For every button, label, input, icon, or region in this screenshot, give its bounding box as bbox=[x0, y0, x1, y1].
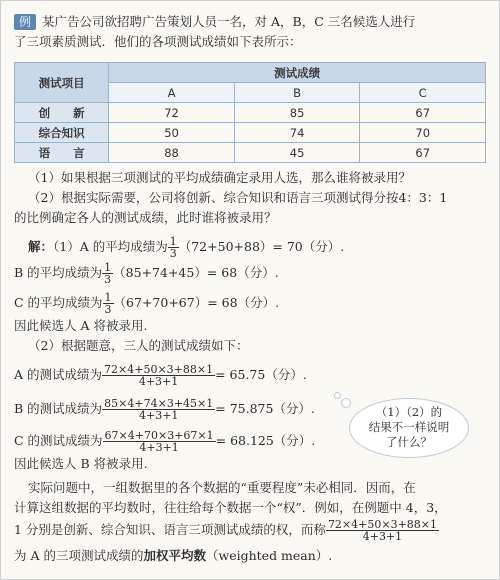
table-row bbox=[15, 123, 486, 143]
solution-1-conclusion: 因此候选人 A 将被录用. bbox=[14, 318, 148, 333]
candidate-header: C bbox=[360, 83, 486, 103]
row-label: 语 言 bbox=[15, 143, 109, 163]
example-badge: 例 bbox=[14, 14, 36, 30]
row-label: 综合知识 bbox=[15, 123, 109, 143]
col-header-item: 测试项目 bbox=[15, 63, 109, 103]
candidate-header: B bbox=[234, 83, 360, 103]
table-row bbox=[15, 143, 486, 163]
solution-label: 解： bbox=[28, 239, 54, 254]
table-row bbox=[15, 103, 486, 123]
solution-2-c: C 的测试成绩为 $\frac{67\times 4+70\times 3+67\times 1}{4+3+1}$ = 68.125（分）. bbox=[14, 429, 316, 454]
col-header-scores: 测试成绩 bbox=[109, 63, 486, 83]
problem-line-1: 例 某广告公司欲招聘广告策划人员一名，对 A，B，C 三名候选人进行 bbox=[14, 14, 415, 30]
fraction-one-third: $\frac{1}{3}$ bbox=[169, 235, 177, 260]
candidate-header: A bbox=[109, 83, 235, 103]
closing-line-2: 计算这组数据的平均数时，往往给每个数据一个“权”．例如，在例题中 4，3， bbox=[14, 500, 447, 515]
term-weighted-mean: 加权平均数 bbox=[143, 548, 206, 563]
solution-2-conclusion: 因此候选人 B 将被录用. bbox=[14, 456, 148, 471]
closing-line-4: 为 A 的三项测试成绩的加权平均数（weighted mean）. bbox=[14, 548, 333, 563]
score-table bbox=[14, 62, 486, 163]
score-cell: 67 bbox=[360, 143, 486, 163]
closing-line-1: 实际问题中，一组数据里的各个数据的“重要程度”未必相同．因而，在 bbox=[28, 480, 416, 495]
score-cell: 74 bbox=[234, 123, 360, 143]
score-cell: 67 bbox=[360, 103, 486, 123]
question-1: （1）如果根据三项测试的平均成绩确定录用人选，那么谁将被录用？ bbox=[28, 170, 411, 185]
score-cell: 72 bbox=[109, 103, 235, 123]
score-cell: 50 bbox=[109, 123, 235, 143]
solution-1-c: C 的平均成绩为 $\frac{1}{3}$ （67+70+67）= 68（分）. bbox=[14, 291, 280, 316]
thought-bubble: （1）（2）的 结果不一样说明 了什么？ bbox=[349, 398, 469, 458]
weighted-fraction-a: $\frac{72\times 4+50\times 3+88\times 1}{4+3+1}$ bbox=[104, 363, 214, 388]
score-cell: 88 bbox=[109, 143, 235, 163]
problem-line-2: 了三项素质测试．他们的各项测试成绩如下表所示： bbox=[14, 34, 302, 49]
question-2-line-2: 的比例确定各人的测试成绩，此时谁将被录用？ bbox=[14, 210, 277, 225]
fraction-one-third: $\frac{1}{3}$ bbox=[104, 291, 112, 316]
closing-line-3: 1 分别是创新、综合知识、语言三项测试成绩的权，而称 $\frac{72\times 4+50\times 3+88\times 1}{4+3+1}$ bbox=[14, 518, 438, 543]
score-cell: 70 bbox=[360, 123, 486, 143]
score-cell: 45 bbox=[234, 143, 360, 163]
weighted-fraction-c: $\frac{67\times 4+70\times 3+67\times 1}{4+3+1}$ bbox=[104, 429, 214, 454]
score-cell: 85 bbox=[234, 103, 360, 123]
thought-dot-small bbox=[334, 392, 341, 399]
row-label: 创 新 bbox=[15, 103, 109, 123]
fraction-one-third: $\frac{1}{3}$ bbox=[104, 261, 112, 286]
table-header-row bbox=[15, 63, 486, 83]
question-2-line-1: （2）根据实际需要，公司将创新、综合知识和语言三项测试得分按4：3：1 bbox=[28, 190, 448, 205]
solution-2-b: B 的测试成绩为 $\frac{85\times 4+74\times 3+45\times 1}{4+3+1}$ = 75.875（分）. bbox=[14, 397, 315, 422]
weighted-fraction-b: $\frac{85\times 4+74\times 3+45\times 1}{4+3+1}$ bbox=[104, 397, 214, 422]
solution-1-b: B 的平均成绩为 $\frac{1}{3}$ （85+74+45）= 68（分）. bbox=[14, 261, 279, 286]
weighted-fraction-a: $\frac{72\times 4+50\times 3+88\times 1}{4+3+1}$ bbox=[327, 518, 438, 543]
solution-2-intro: （2）根据题意，三人的测试成绩如下： bbox=[28, 338, 249, 353]
solution-1-a: 解：（1）A 的平均成绩为 $\frac{1}{3}$ （72+50+88）= 70（分）. bbox=[28, 235, 345, 260]
solution-2-a: A 的测试成绩为 $\frac{72\times 4+50\times 3+88\times 1}{4+3+1}$ = 65.75（分）. bbox=[14, 363, 307, 388]
